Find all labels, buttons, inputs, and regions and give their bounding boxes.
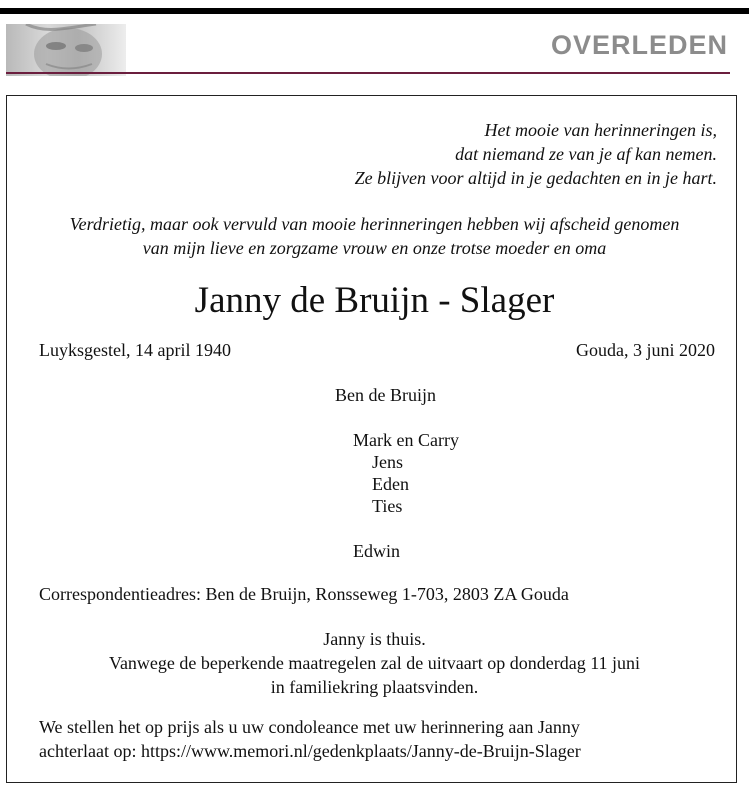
section-title: OVERLEDEN bbox=[550, 30, 728, 60]
face-photo-icon bbox=[6, 24, 126, 76]
top-rule bbox=[0, 8, 749, 14]
family-child: Edwin bbox=[353, 541, 400, 561]
family-spouse: Ben de Bruijn bbox=[335, 385, 436, 405]
condolence-line: achterlaat op: https://www.memori.nl/gedenkplaats/Janny-de-Bruijn-Slager bbox=[39, 741, 581, 761]
header-rule bbox=[6, 72, 730, 74]
poem bbox=[355, 118, 717, 190]
poem-line: Het mooie van herinneringen is, bbox=[484, 120, 717, 140]
family-child: Mark en Carry bbox=[353, 430, 459, 450]
condolence-line: We stellen het op prijs als u uw condoleance met uw herinnering aan Janny bbox=[39, 717, 580, 737]
birth-place-date: Luyksgestel, 14 april 1940 bbox=[39, 340, 231, 360]
header-photo bbox=[6, 24, 126, 76]
intro-text bbox=[20, 212, 729, 260]
correspondence-address: Correspondentieadres: Ben de Bruijn, Ronsseweg 1-703, 2803 ZA Gouda bbox=[39, 584, 569, 604]
intro-line: van mijn lieve en zorgzame vrouw en onze trotse moeder en oma bbox=[142, 238, 607, 258]
arrangements bbox=[20, 627, 729, 699]
family-grandchild: Eden bbox=[372, 474, 409, 494]
family-grandchild: Ties bbox=[372, 496, 403, 516]
death-place-date: Gouda, 3 juni 2020 bbox=[576, 340, 715, 360]
section-header bbox=[6, 24, 744, 78]
arrangements-line: Vanwege de beperkende maatregelen zal de uitvaart op donderdag 11 juni bbox=[108, 653, 641, 673]
arrangements-line: Janny is thuis. bbox=[323, 629, 426, 649]
poem-line: Ze blijven voor altijd in je gedachten en in je hart. bbox=[354, 168, 717, 188]
condolence-note bbox=[39, 715, 581, 763]
family-grandchild: Jens bbox=[372, 452, 403, 472]
arrangements-line: in familiekring plaatsvinden. bbox=[270, 677, 479, 697]
poem-line: dat niemand ze van je af kan nemen. bbox=[455, 144, 717, 164]
deceased-name: Janny de Bruijn - Slager bbox=[194, 280, 555, 321]
intro-line: Verdrietig, maar ook vervuld van mooie herinneringen hebben wij afscheid genomen bbox=[69, 214, 680, 234]
